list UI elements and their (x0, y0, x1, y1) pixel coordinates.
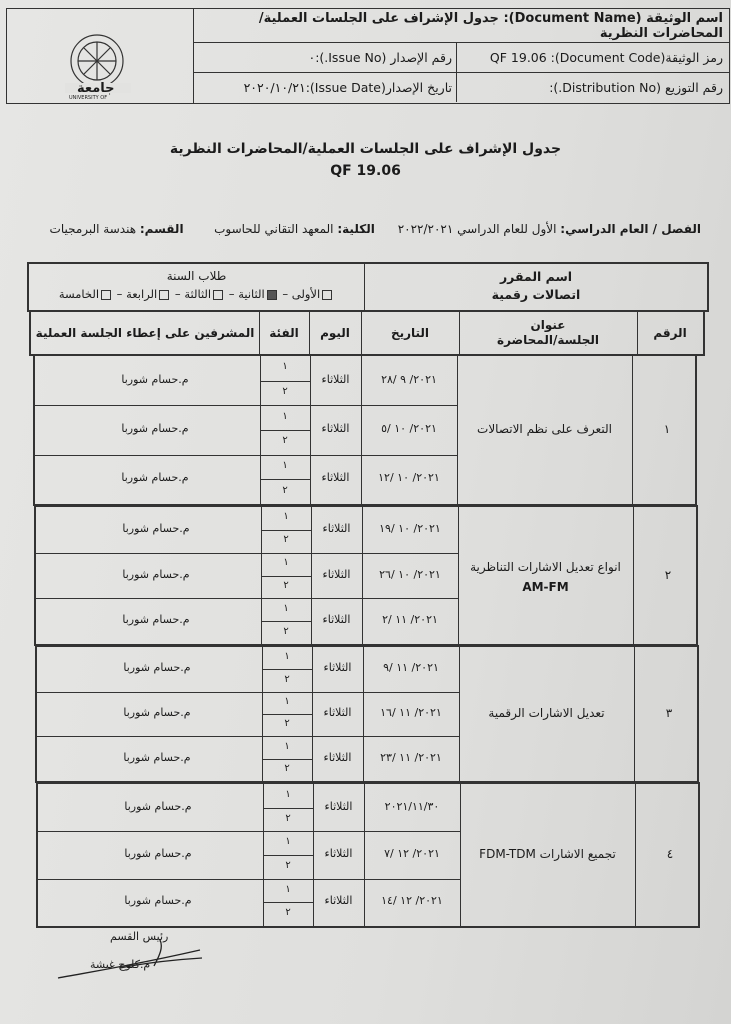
year-checkbox-list: الأولى – الثانية – الثالثة – الرابعة – الخامسة (29, 283, 364, 301)
document-name: اسم الوثيقة (Document Name): جدول الإشراف على الجلسات العملية/المحاضرات النظرية (258, 10, 723, 41)
session-day: الثلاثاء (321, 471, 350, 485)
session-day: الثلاثاء (324, 847, 353, 860)
logo-subtext: UNIVERSITY OF (69, 95, 108, 101)
session-date: ٢٠٢١/ ١١ /٢٣ (380, 750, 442, 764)
group-number: ١ (282, 410, 288, 422)
group-number: ٢ (284, 673, 290, 685)
group-number: ١ (283, 557, 289, 569)
session-date: ٢٠٢١/ ١٢ /١٤ (381, 894, 443, 908)
session-date: ٢٠٢١/ ١٠ /٢٦ (379, 567, 441, 581)
session-day: الثلاثاء (323, 706, 352, 719)
college-value: المعهد التقاني للحاسوب (214, 222, 334, 236)
session-date: ٢٠٢١/ ١١ /٩ (383, 661, 439, 675)
session-block (33, 354, 697, 506)
supervisor-name: م.حسام شوربا (121, 372, 189, 386)
course-name-label: اسم المقرر (499, 269, 573, 284)
course-name-cell (365, 264, 707, 310)
session-day: الثلاثاء (322, 613, 351, 627)
col-number: الرقم (653, 326, 687, 340)
header-row-distribution (194, 72, 729, 102)
session-number: ٤ (666, 847, 674, 861)
issue-number: رقم الإصدار (Issue No.):٠ (308, 49, 452, 65)
year-label: الرابعة (126, 287, 158, 301)
col-group: الفئة (259, 312, 310, 354)
year-label: الأولى (291, 287, 321, 301)
year-checkbox[interactable] (322, 290, 332, 300)
year-checkbox[interactable] (159, 290, 169, 300)
year-label: الخامسة (58, 287, 100, 301)
group-number: ٢ (283, 625, 289, 637)
group-number: ١ (284, 695, 290, 707)
supervisor-name: م.حسام شوربا (123, 661, 191, 675)
semester-label: الفصل / العام الدراسي: (560, 222, 701, 236)
year-checkbox[interactable] (267, 290, 277, 300)
header-row-name (194, 9, 729, 43)
session-date: ٢٠٢١/ ١١ /١٦ (380, 706, 442, 719)
supervisor-name: م.حسام شوربا (121, 471, 189, 485)
col-supervisors: المشرفين على إعطاء الجلسة العملية (31, 312, 260, 354)
session-date: ٢٠٢١/ ١٢ /٧ (384, 847, 440, 860)
group-number: ١ (284, 740, 290, 752)
session-number: ٣ (665, 706, 673, 720)
session-title: التعرف على نظم الاتصالات (477, 422, 612, 436)
session-number: ١ (663, 422, 671, 436)
session-day: الثلاثاء (323, 750, 352, 764)
course-row (27, 262, 709, 312)
session-day: الثلاثاء (323, 661, 352, 675)
group-number: ٢ (285, 859, 291, 871)
supervisor-name: م.حسام شوربا (122, 521, 190, 535)
signature-name: م.كلوج غيشة (90, 958, 151, 971)
group-number: ٢ (283, 534, 289, 546)
session-day: الثلاثاء (324, 894, 353, 908)
session-title: تجميع الاشارات FDM-TDM (479, 847, 616, 861)
session-date: ٢٠٢١/ ١٠ /١٢ (378, 471, 440, 485)
group-number: ٢ (282, 484, 288, 496)
group-number: ١ (285, 836, 291, 848)
session-block (35, 645, 699, 783)
group-number: ١ (283, 511, 289, 523)
department-value: هندسة البرمجيات (49, 222, 137, 236)
session-date: ٢٠٢١/ ٩ /٢٨ (381, 372, 437, 386)
group-number: ١ (283, 602, 289, 614)
session-number: ٢ (664, 567, 672, 582)
session-title: انواع تعديل الاشارات التناظرية AM-FM (470, 559, 621, 594)
group-number: ٢ (284, 718, 290, 730)
supervisor-name: م.حسام شوربا (124, 894, 192, 908)
group-number: ٢ (282, 435, 288, 447)
course-name-value: اتصالات رقمية (491, 287, 581, 302)
year-label: الثانية (238, 287, 265, 301)
group-number: ١ (282, 361, 288, 373)
group-number: ١ (282, 460, 288, 471)
issue-date: تاريخ الإصدار(Issue Date):٢٠٢٠/١٠/٢١ (243, 79, 452, 95)
supervisor-name: م.حسام شوربا (122, 567, 190, 581)
document-header (6, 8, 730, 104)
session-date: ٢٠٢١/ ١٠ /٥ (381, 422, 437, 435)
handwritten-signature (50, 928, 220, 988)
session-day: الثلاثاء (321, 422, 350, 435)
department-label: القسم: (139, 222, 184, 236)
course-info-line (50, 222, 701, 236)
session-date: ٢٠٢١/١١/٣٠ (384, 799, 440, 813)
col-day: اليوم (309, 312, 362, 354)
supervisor-name: م.حسام شوربا (123, 750, 191, 764)
year-checkbox[interactable] (101, 290, 111, 300)
college-label: الكلية: (337, 222, 375, 236)
group-number: ١ (285, 788, 291, 800)
signature-area (50, 928, 220, 988)
header-row-code (194, 42, 729, 73)
supervisor-name: م.حسام شوربا (121, 422, 189, 435)
supervisor-name: م.حسام شوربا (123, 706, 191, 719)
session-day: الثلاثاء (322, 521, 351, 535)
group-number: ١ (285, 883, 291, 895)
signature-role: رئيس القسم (110, 930, 169, 943)
session-block (36, 782, 700, 928)
session-title: تعديل الاشارات الرقمية (488, 706, 605, 720)
group-number: ٢ (285, 907, 291, 919)
session-block (34, 505, 698, 646)
session-day: الثلاثاء (321, 372, 350, 386)
student-years-cell (29, 264, 365, 310)
document-title: جدول الإشراف على الجلسات العملية/المحاضرات النظرية (169, 141, 562, 157)
year-checkbox[interactable] (213, 290, 223, 300)
session-date: ٢٠٢١/ ١١ /٢ (382, 613, 438, 627)
distribution-number: رقم التوزيع (Distribution No.): (549, 79, 723, 95)
group-number: ٢ (285, 812, 291, 824)
document-code: رمز الوثيقة(Document Code): QF 19.06 (489, 49, 723, 65)
year-label: الثالثة (184, 287, 212, 301)
university-logo (7, 9, 194, 103)
session-day: الثلاثاء (322, 567, 351, 581)
supervisor-name: م.حسام شوربا (122, 613, 190, 627)
student-years-label: طلاب السنة (166, 269, 227, 283)
col-date: التاريخ (361, 312, 460, 354)
logo-text: جامعة (77, 81, 115, 96)
group-number: ٢ (284, 762, 290, 774)
session-date: ٢٠٢١/ ١٠ /١٩ (379, 521, 441, 535)
supervisor-name: م.حسام شوربا (124, 799, 192, 813)
semester-value: الأول للعام الدراسي ٢٠٢٢/٢٠٢١ (397, 222, 557, 236)
table-header (29, 310, 705, 356)
group-number: ١ (284, 651, 290, 663)
session-day: الثلاثاء (324, 799, 353, 813)
group-number: ٢ (282, 386, 288, 397)
supervisor-name: م.حسام شوربا (124, 847, 192, 860)
document-code-title: QF 19.06 (330, 163, 401, 179)
col-session-title: عنوان الجلسة/المحاضرة (459, 312, 638, 354)
group-number: ٢ (283, 579, 289, 591)
